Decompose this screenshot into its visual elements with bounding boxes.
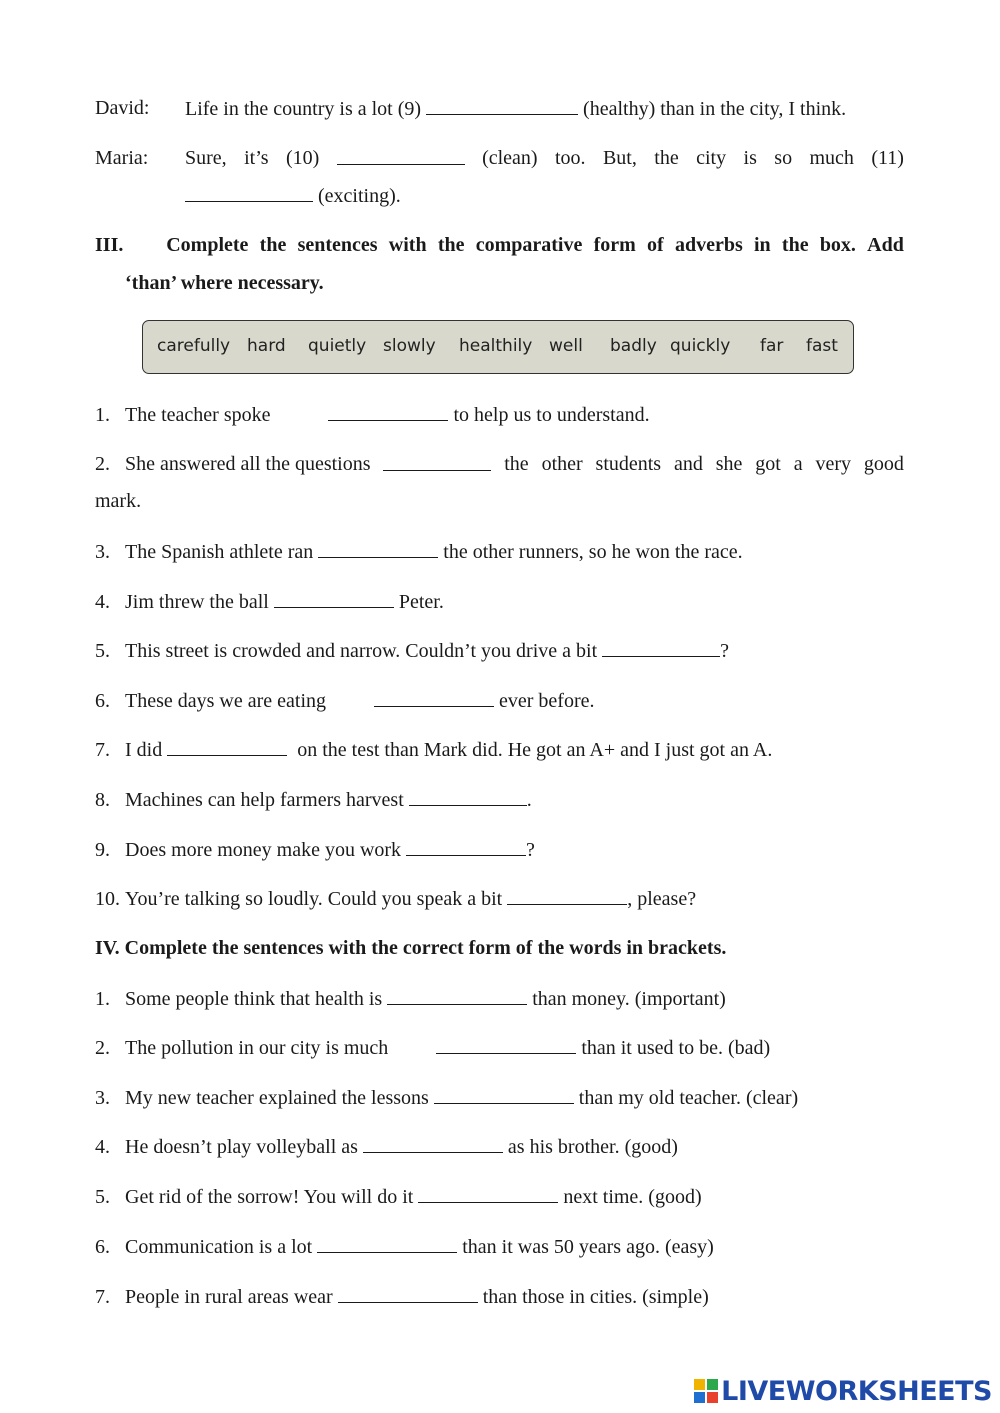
word: much: [809, 147, 854, 169]
word: (10): [285, 147, 320, 169]
item-number: 6.: [95, 690, 110, 712]
logo-mark-icon: [694, 1379, 718, 1403]
word-box-item: badly: [610, 336, 657, 356]
word-box-item: far: [760, 336, 784, 356]
section-4-heading: IV. Complete the sentences with the correct form of the words in brackets.: [95, 937, 727, 959]
item-text: People in rural areas wear: [125, 1286, 333, 1308]
s4-item-7: [95, 1284, 904, 1309]
item-text: Does more money make you work: [125, 839, 402, 861]
word: of: [647, 234, 664, 256]
word: good: [863, 453, 904, 475]
dialogue-text: (healthy) than in the city, I think.: [583, 98, 847, 120]
item-number: 4.: [95, 591, 110, 613]
item-number: 2.: [95, 453, 110, 475]
item-number: 7.: [95, 739, 110, 761]
word: Sure,: [185, 147, 227, 169]
item-text: on the test than Mark did. He got an A+ and I just got an A.: [297, 739, 773, 761]
item-text: These days we are eating: [125, 690, 327, 712]
word: form: [593, 234, 636, 256]
answer-blank[interactable]: [418, 1184, 558, 1203]
word: Complete: [166, 234, 249, 256]
item-text: .: [526, 789, 532, 811]
item-text: ?: [720, 640, 730, 662]
word: so: [774, 147, 793, 169]
item-text: than it was 50 years ago. (easy): [462, 1236, 714, 1258]
answer-blank-10[interactable]: [337, 146, 465, 165]
s4-item-5: [95, 1184, 904, 1209]
word: with: [388, 234, 427, 256]
word: city: [696, 147, 727, 169]
s3-item-2: [95, 452, 904, 476]
answer-blank[interactable]: [409, 787, 527, 806]
logo-square: [694, 1379, 705, 1390]
s4-item-6: [95, 1234, 904, 1259]
word-box-item: healthily: [459, 336, 533, 356]
word: the: [781, 234, 809, 256]
s3-item-9: [95, 837, 904, 862]
answer-blank[interactable]: [434, 1085, 574, 1104]
speaker-david: David:: [95, 97, 150, 119]
item-text: as his brother. (good): [507, 1136, 678, 1158]
section-numeral: III.: [95, 234, 124, 256]
word: Add: [867, 234, 904, 256]
word: very: [815, 453, 852, 475]
item-number: 2.: [95, 1037, 110, 1059]
item-text: Get rid of the sorrow! You will do it: [125, 1186, 414, 1208]
answer-blank[interactable]: [338, 1284, 478, 1303]
liveworksheets-logo: [694, 1374, 992, 1408]
logo-text: LIVEWORKSHEETS: [721, 1375, 992, 1407]
item-number: 1.: [95, 988, 110, 1010]
logo-square: [707, 1392, 718, 1403]
s4-item-1: [95, 986, 904, 1011]
word-box-item: slowly: [383, 336, 436, 356]
answer-blank[interactable]: [406, 837, 526, 856]
s4-item-2: [95, 1035, 904, 1060]
word: the: [504, 453, 529, 475]
answer-blank[interactable]: [507, 886, 627, 905]
answer-blank[interactable]: [387, 986, 527, 1005]
s3-item-10: [95, 886, 904, 911]
item-text: Peter.: [398, 591, 444, 613]
item-text: The pollution in our city is much: [125, 1037, 389, 1059]
item-text: I did: [125, 739, 163, 761]
item-text: Some people think that health is: [125, 988, 383, 1010]
item-number: 5.: [95, 1186, 110, 1208]
logo-square: [707, 1379, 718, 1390]
answer-blank[interactable]: [436, 1035, 576, 1054]
item-text: Machines can help farmers harvest: [125, 789, 404, 811]
item-text: ?: [526, 839, 535, 861]
item-text: She answered all the questions: [125, 453, 371, 475]
s3-item-7: [95, 737, 904, 762]
s4-item-4: [95, 1134, 904, 1159]
word: the: [259, 234, 287, 256]
word: it’s: [244, 147, 269, 169]
word-box-item: quickly: [670, 336, 731, 356]
s3-item-2-cont: mark.: [95, 490, 142, 512]
logo-square: [694, 1392, 705, 1403]
word: comparative: [475, 234, 583, 256]
word: is: [743, 147, 757, 169]
item-text: to help us to understand.: [453, 404, 650, 426]
word: adverbs: [674, 234, 743, 256]
item-text: Communication is a lot: [125, 1236, 313, 1258]
section-3-heading-cont: ‘than’ where necessary.: [125, 272, 324, 294]
item-number: 7.: [95, 1286, 110, 1308]
word: students: [595, 453, 662, 475]
answer-blank[interactable]: [383, 452, 491, 471]
s3-item-4: [95, 589, 904, 614]
item-text: , please?: [627, 888, 697, 910]
word: too.: [555, 147, 586, 169]
item-text: My new teacher explained the lessons: [125, 1087, 429, 1109]
word-box-item: fast: [806, 336, 838, 356]
s4-item-3: [95, 1085, 904, 1110]
item-text: than those in cities. (simple): [482, 1286, 709, 1308]
item-text: You’re talking so loudly. Could you speak a bit: [125, 888, 503, 910]
word: (11): [871, 147, 904, 169]
word-box-item: well: [549, 336, 583, 356]
item-number: 9.: [95, 839, 110, 861]
word-box-item: carefully: [157, 336, 231, 356]
item-text: the other runners, so he won the race.: [443, 541, 743, 563]
item-number: 5.: [95, 640, 110, 662]
s3-item-5: [95, 638, 904, 663]
word: But,: [602, 147, 637, 169]
word: a: [793, 453, 803, 475]
word-box-item: hard: [247, 336, 286, 356]
answer-blank-11[interactable]: [185, 183, 313, 202]
word: (clean): [482, 147, 538, 169]
section-3-heading: [95, 233, 904, 257]
answer-blank[interactable]: [602, 638, 720, 657]
s3-item-1: [95, 402, 904, 427]
item-number: 3.: [95, 541, 110, 563]
item-text: This street is crowded and narrow. Couldn’t you drive a bit: [125, 640, 598, 662]
word: in: [753, 234, 771, 256]
item-number: 4.: [95, 1136, 110, 1158]
s3-item-8: [95, 787, 904, 812]
answer-blank[interactable]: [317, 1234, 457, 1253]
word: and: [673, 453, 703, 475]
word-box: [142, 320, 854, 374]
item-number: 1.: [95, 404, 110, 426]
answer-blank[interactable]: [274, 589, 394, 608]
answer-blank[interactable]: [328, 402, 448, 421]
answer-blank-9[interactable]: [426, 96, 578, 115]
word: the: [654, 147, 679, 169]
item-text: He doesn’t play volleyball as: [125, 1136, 358, 1158]
item-text: next time. (good): [563, 1186, 702, 1208]
word: box.: [819, 234, 856, 256]
word: sentences: [297, 234, 378, 256]
item-number: 6.: [95, 1236, 110, 1258]
item-text: than my old teacher. (clear): [578, 1087, 799, 1109]
dialogue-text: (exciting).: [318, 185, 401, 207]
answer-blank[interactable]: [374, 688, 494, 707]
item-text: Jim threw the ball: [125, 591, 269, 613]
word: got: [755, 453, 781, 475]
item-number: 3.: [95, 1087, 110, 1109]
item-number: 10.: [95, 888, 120, 910]
item-text: ever before.: [499, 690, 595, 712]
speaker-maria: Maria:: [95, 147, 149, 169]
answer-blank[interactable]: [363, 1134, 503, 1153]
word: the: [437, 234, 465, 256]
item-text: than it used to be. (bad): [581, 1037, 771, 1059]
s3-item-3: [95, 539, 904, 564]
dialogue-text: Life in the country is a lot (9): [185, 98, 422, 120]
item-text: The teacher spoke: [125, 404, 271, 426]
item-number: 8.: [95, 789, 110, 811]
item-text: The Spanish athlete ran: [125, 541, 314, 563]
word: other: [541, 453, 583, 475]
answer-blank[interactable]: [167, 737, 287, 756]
word: she: [715, 453, 743, 475]
s3-item-6: [95, 688, 904, 713]
word-box-item: quietly: [308, 336, 367, 356]
answer-blank[interactable]: [318, 539, 438, 558]
item-text: than money. (important): [532, 988, 726, 1010]
